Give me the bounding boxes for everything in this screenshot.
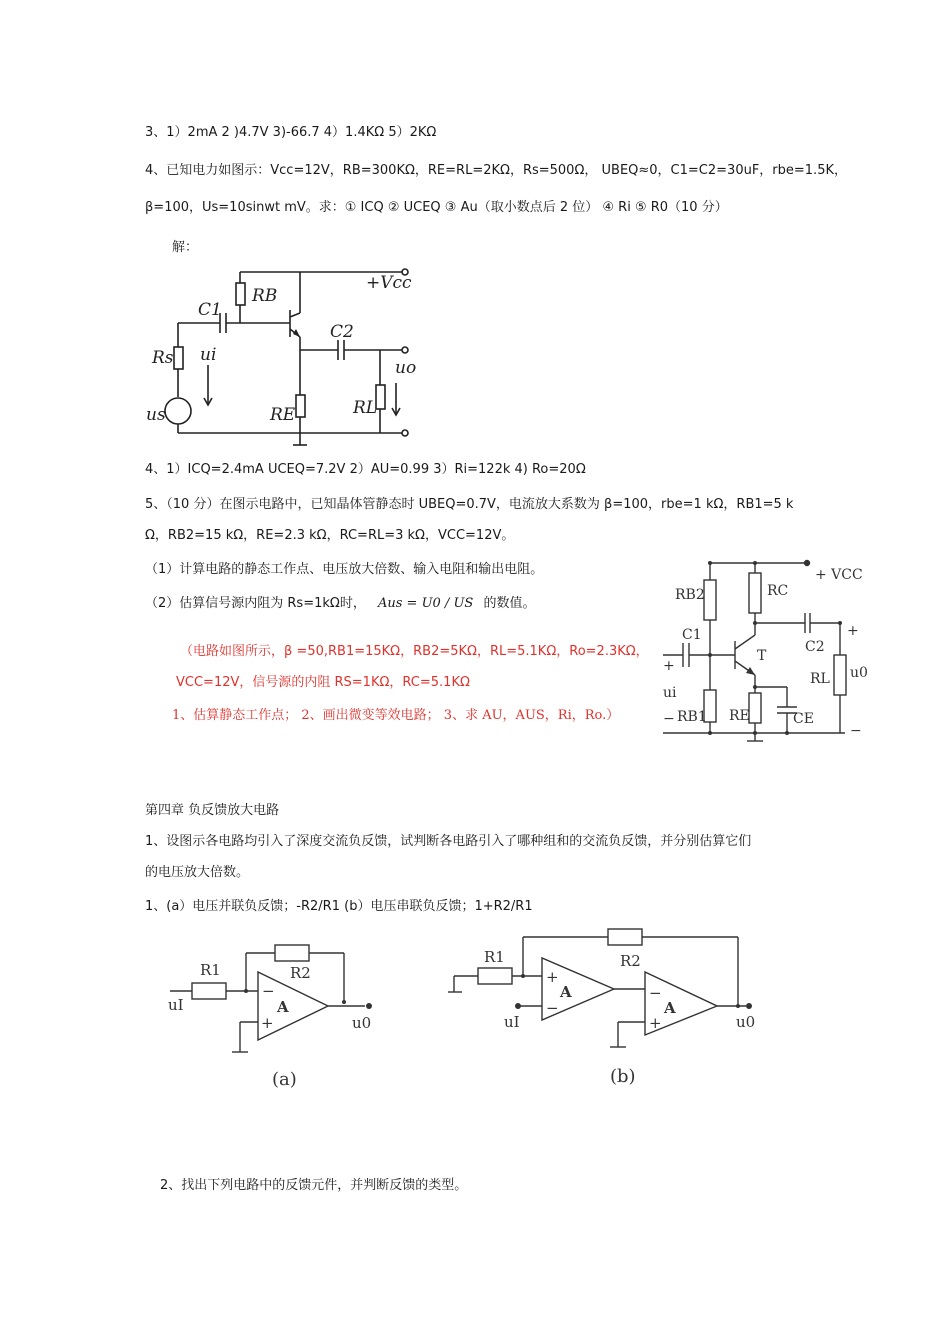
answer-3: 3、1）2mA 2 )4.7V 3)-66.7 4）1.4KΩ 5）2KΩ — [145, 125, 437, 140]
label-us: us — [146, 405, 166, 425]
label-c1: C1 — [198, 300, 222, 320]
label-plus-out: + — [847, 623, 859, 639]
label-minus-2: − — [649, 984, 662, 1002]
emitter-follower-circuit — [140, 255, 430, 455]
answer-4: 4、1）ICQ=2.4mA UCEQ=7.2V 2）AU=0.99 3）Ri=122k 4) Ro=20Ω — [145, 462, 586, 477]
caption-a: (a) — [272, 1069, 297, 1090]
question-5-line-1: 5、（10 分）在图示电路中，已知晶体管静态时 UBEQ=0.7V，电流放大系数为 β=100，rbe=1 kΩ，RB1=5 k — [145, 497, 794, 512]
label-rc: RC — [767, 583, 789, 599]
label-rs: Rs — [152, 348, 174, 368]
question-5-line-2: Ω，RB2=15 kΩ，RE=2.3 kΩ，RC=RL=3 kΩ，VCC=12V。 — [145, 528, 515, 543]
label-a1: A — [560, 983, 572, 1001]
chapter-4-q1-line-1: 1、设图示各电路均引入了深度交流负反馈，试判断各电路引入了哪种组和的交流负反馈，并分别估算它们 — [145, 834, 752, 849]
label-r2: R2 — [290, 964, 311, 982]
label-r1: R1 — [484, 948, 505, 966]
label-plus-1: + — [546, 968, 559, 986]
label-re: RE — [729, 708, 750, 724]
question-5-part-2 — [145, 595, 535, 613]
label-u0: u0 — [352, 1014, 372, 1032]
label-rl: RL — [353, 398, 378, 418]
label-rb: RB — [252, 286, 278, 306]
two-stage-amplifier-circuit — [440, 920, 780, 1095]
label-u0: u0 — [850, 665, 868, 681]
label-uo: uo — [395, 358, 417, 378]
label-r1: R1 — [200, 961, 221, 979]
label-u0: u0 — [736, 1013, 756, 1031]
label-minus: − — [262, 982, 275, 1000]
question-5-part-1: （1）计算电路的静态工作点、电压放大倍数、输入电阻和输出电阻。 — [145, 562, 544, 577]
common-emitter-circuit — [655, 555, 875, 750]
label-minus-in: − — [663, 711, 675, 727]
chapter-4-q1-answer: 1、(a）电压并联负反馈；-R2/R1 (b）电压串联负反馈；1+R2/R1 — [145, 899, 533, 914]
label-a2: A — [664, 999, 676, 1017]
label-ce: CE — [793, 711, 814, 727]
chapter-4-q1-line-2: 的电压放大倍数。 — [145, 865, 250, 880]
inverting-amplifier-circuit — [160, 930, 390, 1095]
label-re: RE — [270, 405, 296, 425]
label-plus: + — [261, 1014, 274, 1032]
chapter-4-title: 第四章 负反馈放大电路 — [145, 803, 280, 818]
label-ui: ui — [663, 685, 677, 701]
label-rb1: RB1 — [677, 709, 707, 725]
label-a: A — [277, 998, 289, 1016]
red-note-line-2: VCC=12V，信号源的内阻 RS=1KΩ，RC=5.1KΩ — [176, 675, 470, 690]
label-plus-2: + — [649, 1014, 662, 1032]
caption-b: (b) — [610, 1066, 636, 1087]
label-minus-out: − — [850, 723, 862, 739]
question-4-line-2: β=100，Us=10sinwt mV。求：① ICQ ② UCEQ ③ Au（取小数点后 2 位） ④ Ri ⑤ R0（10 分） — [145, 200, 728, 215]
label-rb2: RB2 — [675, 587, 705, 603]
label-minus-1: − — [546, 999, 559, 1017]
red-note-line-3: 1、估算静态工作点； 2、画出微变等效电路； 3、求 AU，AUS，Ri，Ro.） — [172, 708, 620, 723]
label-r2: R2 — [620, 952, 641, 970]
question-5-part-2-tail: 的数值。 — [483, 596, 536, 611]
label-vcc: + VCC — [815, 567, 863, 583]
label-c2: C2 — [805, 639, 825, 655]
label-plus-in: + — [663, 658, 675, 674]
label-c1: C1 — [682, 627, 702, 643]
red-note-line-1: （电路如图所示，β =50,RB1=15KΩ，RB2=5KΩ，RL=5.1KΩ，Ro=2.3KΩ， — [180, 644, 649, 659]
aus-formula: Aus = U0 / US — [377, 596, 474, 611]
label-ui: uI — [168, 996, 184, 1014]
question-5-part-2-text: （2）估算信号源内阻为 Rs=1kΩ时， — [145, 596, 366, 611]
label-rl: RL — [810, 671, 830, 687]
label-vcc: +Vcc — [366, 273, 412, 293]
solution-label: 解： — [172, 240, 199, 255]
question-4-line-1: 4、已知电力如图示：Vcc=12V，RB=300KΩ，RE=RL=2KΩ，Rs=500Ω， UBEQ≈0，C1=C2=30uF，rbe=1.5K， — [145, 163, 847, 178]
chapter-4-q2: 2、找出下列电路中的反馈元件，并判断反馈的类型。 — [160, 1178, 468, 1193]
label-t: T — [757, 648, 767, 664]
label-ui: uI — [504, 1013, 520, 1031]
label-ui: ui — [200, 345, 217, 365]
label-c2: C2 — [330, 322, 354, 342]
